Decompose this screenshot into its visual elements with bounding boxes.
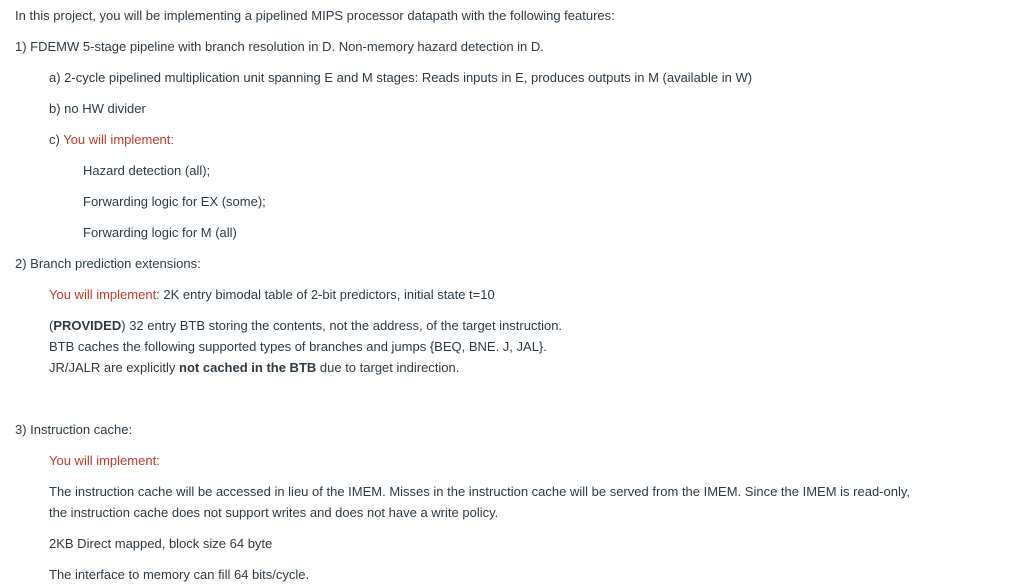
item2-implement-text: 2K entry bimodal table of 2-bit predictors, initial state t=10 bbox=[159, 287, 495, 302]
item1-c-hazard: Hazard detection (all); bbox=[83, 163, 211, 178]
item2-jr-post: due to target indirection. bbox=[316, 360, 460, 375]
item1-c-forward-m: Forwarding logic for M (all) bbox=[83, 225, 237, 240]
item2-provided-open: ( bbox=[49, 318, 54, 333]
item2-implement bbox=[49, 286, 495, 303]
item1-b: b) no HW divider bbox=[49, 101, 146, 116]
item1-heading: 1) FDEMW 5-stage pipeline with branch resolution in D. Non-memory hazard detection in D. bbox=[15, 39, 544, 54]
item1-c-implement: You will implement: bbox=[63, 132, 175, 147]
item1-c-forward-ex: Forwarding logic for EX (some); bbox=[83, 194, 266, 209]
item1-a: a) 2-cycle pipelined multiplication unit spanning E and M stages: Reads inputs in E, produces outputs in M (available in W) bbox=[49, 70, 753, 85]
item2-provided-text: ) 32 entry BTB storing the contents, not the address, of the target instruction. bbox=[121, 318, 563, 333]
item2-jr-bold: not cached in the BTB bbox=[179, 360, 317, 375]
item3-spec: 2KB Direct mapped, block size 64 byte bbox=[49, 536, 273, 551]
item3-interface: The interface to memory can fill 64 bits/cycle. bbox=[49, 567, 310, 582]
item2-heading: 2) Branch prediction extensions: bbox=[15, 256, 201, 271]
item3-heading: 3) Instruction cache: bbox=[15, 422, 133, 437]
item2-jr-pre: JR/JALR are explicitly bbox=[49, 360, 180, 375]
item1-c bbox=[49, 131, 174, 148]
item2-implement-label: You will implement: bbox=[49, 287, 160, 302]
item2-jr-line bbox=[49, 359, 459, 376]
item3-paragraph: The instruction cache will be accessed in lieu of the IMEM. Misses in the instruction cache will be served from the IMEM. Since the IMEM is read-only, the instruction cache does not support writes and does not have a write policy. bbox=[49, 484, 910, 520]
item2-btb-line: BTB caches the following supported types of branches and jumps {BEQ, BNE. J, JAL}. bbox=[49, 339, 547, 354]
item2-provided bbox=[49, 317, 562, 334]
item2-provided-label: PROVIDED bbox=[53, 318, 122, 333]
item1-c-prefix: c) bbox=[49, 132, 64, 147]
item3-implement: You will implement: bbox=[49, 453, 160, 468]
intro-text: In this project, you will be implementing a pipelined MIPS processor datapath with the following features: bbox=[15, 8, 615, 23]
